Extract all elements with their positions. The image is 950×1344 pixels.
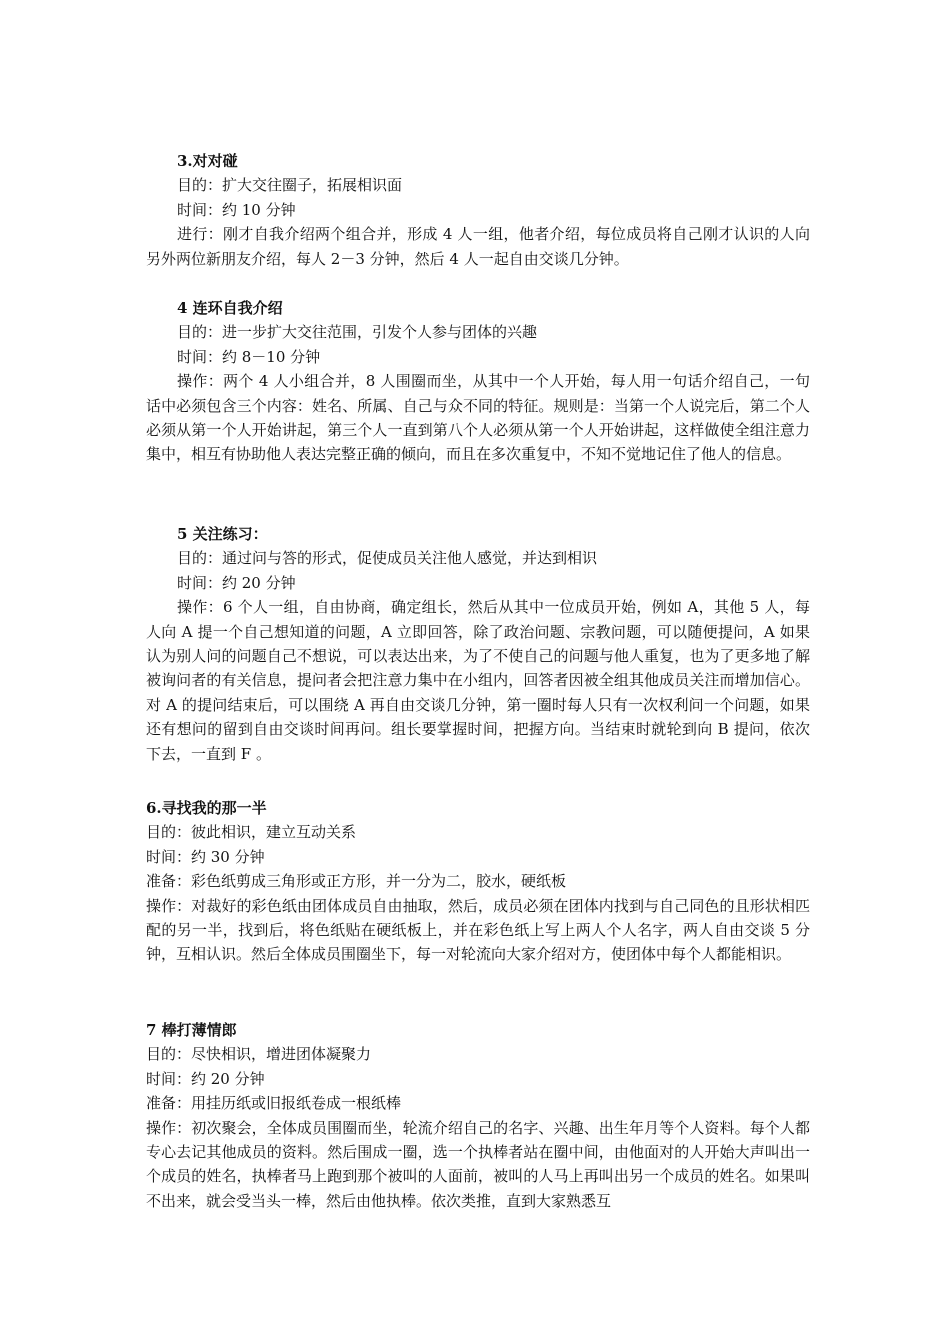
section-prep: 准备：彩色纸剪成三角形或正方形，并一分为二，胶水，硬纸板 [146,872,567,891]
section-title: 4 连环自我介绍 [177,299,283,317]
section-title: 6.寻找我的那一半 [146,799,267,817]
section-body: 进行：刚才自我介绍两个组合并，形成 4 人一组，他者介绍，每位成员将自己刚才认识的人向另外两位新朋友介绍，每人 2－3 分钟，然后 4 人一起自由交谈几分钟。 [146,225,810,268]
section-body: 操作：初次聚会，全体成员围圈而坐，轮流介绍自己的名字、兴趣、出生年月等个人资料。每个人都专心去记其他成员的资料。然后围成一圈，选一个执棒者站在圈中间，由他面对的人开始大声叫出一个成员的姓名，执棒者马上跑到那个被叫的人面前，被叫的人马上再叫出另一个成员的姓名。如果叫不出来，就会受当头一棒，然后由他执棒。依次类推，直到大家熟悉互 [146,1118,810,1210]
section-6 [146,796,810,967]
section-title: 5 关注练习： [177,525,268,543]
section-body: 操作：对裁好的彩色纸由团体成员自由抽取，然后，成员必须在团体内找到与自己同色的且形状相匹配的另一半，找到后，将色纸贴在硬纸板上，并在彩色纸上写上两人个人名字，两人自由交谈 5 分钟，互相认识。然后全体成员围圈坐下，每一对轮流向大家介绍对方，使团体中每个人都能相识。 [146,896,810,964]
section-time: 时间：约 30 分钟 [146,847,265,866]
section-time: 时间：约 8－10 分钟 [177,347,321,366]
section-time: 时间：约 20 分钟 [146,1069,265,1088]
section-3 [146,149,810,271]
section-title: 7 棒打薄情郎 [146,1021,237,1039]
section-purpose: 目的：通过问与答的形式，促使成员关注他人感觉，并达到相识 [177,549,598,568]
section-4 [146,296,810,467]
section-purpose: 目的：进一步扩大交往范围，引发个人参与团体的兴趣 [177,323,538,342]
section-purpose: 目的：尽快相识，增进团体凝聚力 [146,1045,372,1064]
section-purpose: 目的：扩大交往圈子，拓展相识面 [177,176,403,195]
section-7 [146,1018,810,1213]
section-time: 时间：约 10 分钟 [177,200,296,219]
section-body: 操作：两个 4 人小组合并，8 人围圈而坐，从其中一个人开始，每人用一句话介绍自己，一句话中必须包含三个内容：姓名、所属、自己与众不同的特征。规则是：当第一个人说完后，第二个人必须从第一个人开始讲起，第三个人一直到第八个人必须从第一个人开始讲起，这样做使全组注意力集中，相互有协助他人表达完整正确的倾向，而且在多次重复中，不知不觉地记住了他人的信息。 [146,372,810,464]
section-purpose: 目的：彼此相识，建立互动关系 [146,823,357,842]
section-body: 操作：6 个人一组，自由协商，确定组长，然后从其中一位成员开始，例如 A，其他 5 人，每人向 A 提一个自己想知道的问题，A 立即回答，除了政治问题、宗教问题，可以随便提问，A 如果认为别人问的问题自己不想说，可以表达出来，为了不使自己的问题与他人重复，也为了更多地了解被询问者的有关信息，提问者会把注意力集中在小组内，回答者因被全组其他成员关注而增加信心。对 A 的提问结束后，可以围绕 A 再自由交谈几分钟，第一圈时每人只有一次权利问一个问题，如果还有想问的留到自由交谈时间再问。组长要掌握时间，把握方向。当结束时就轮到向 B 提问，依次下去，一直到 F 。 [146,598,810,763]
section-time: 时间：约 20 分钟 [177,573,296,592]
section-prep: 准备：用挂历纸或旧报纸卷成一根纸棒 [146,1094,402,1113]
section-title: 3.对对碰 [177,152,238,170]
section-5 [146,522,810,766]
